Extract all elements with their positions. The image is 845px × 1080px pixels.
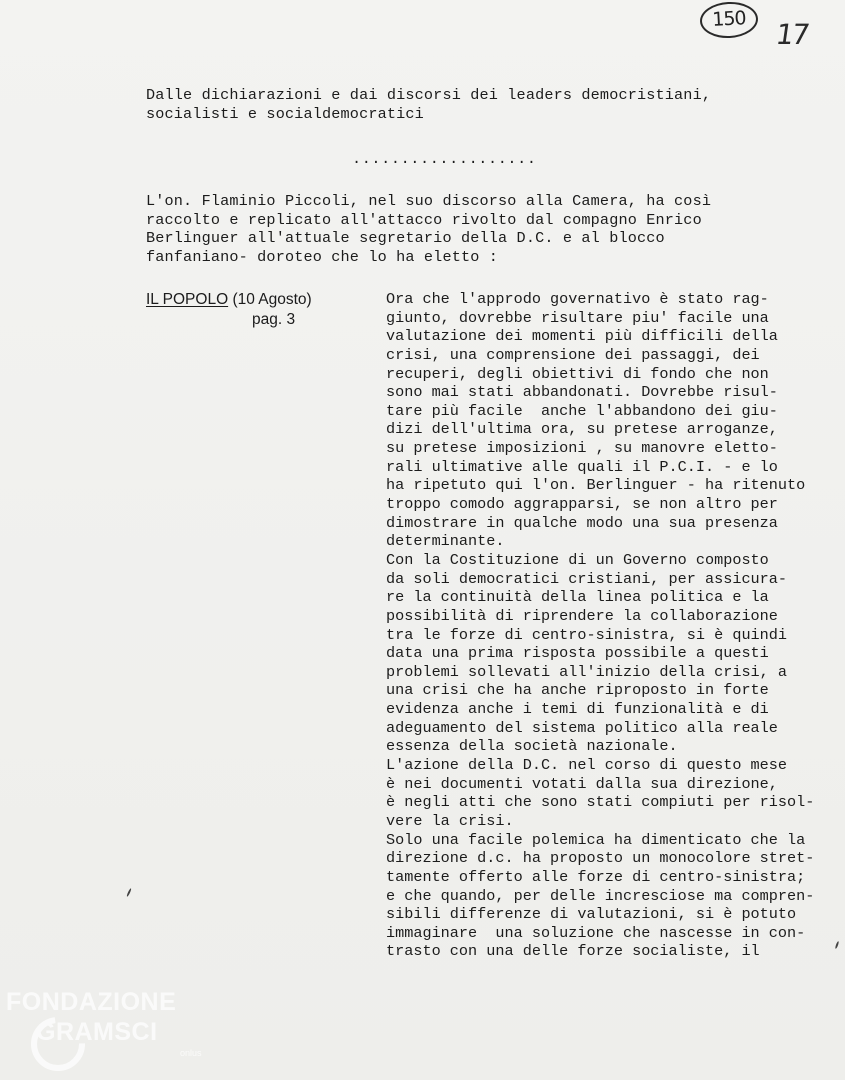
quote-line: una crisi che ha anche riproposto in forte bbox=[386, 681, 769, 700]
quote-line: giunto, dovrebbe risultare piu' facile una bbox=[386, 308, 769, 327]
source-date: (10 Agosto) bbox=[232, 291, 312, 308]
quote-line: data una prima risposta possibile a questi bbox=[386, 644, 769, 663]
quote-line: problemi sollevati all'inizio della crisi, a bbox=[386, 662, 788, 681]
archive-number-circled: 150 bbox=[699, 1, 759, 40]
quote-line: dimostrare in qualche modo una sua presenza bbox=[386, 513, 778, 532]
quote-line: ha ripetuto qui l'on. Berlinguer - ha ritenuto bbox=[386, 476, 806, 495]
watermark-line-2: GRAMSCI bbox=[36, 1018, 158, 1046]
quote-line: da soli democratici cristiani, per assicura- bbox=[386, 569, 788, 588]
watermark-line-1: FONDAZIONE bbox=[6, 988, 177, 1016]
intro-line: raccolto e replicato all'attacco rivolto dal compagno Enrico bbox=[146, 210, 702, 229]
scan-speck bbox=[126, 888, 132, 897]
quote-line: sibili differenze di valutazioni, si è potuto bbox=[386, 905, 797, 924]
quote-line: recuperi, degli obiettivi di fondo che non bbox=[386, 364, 769, 383]
quote-line: L'azione della D.C. nel corso di questo mese bbox=[386, 756, 788, 775]
quoted-speech bbox=[386, 290, 814, 961]
quote-line: sono mai stati abbandonati. Dovrebbe risul- bbox=[386, 383, 778, 402]
quote-line: troppo comodo aggrapparsi, se non altro per bbox=[386, 495, 778, 514]
quote-line: rali ultimative alle quali il P.C.I. - e lo bbox=[386, 457, 778, 476]
quote-line: Ora che l'approdo governativo è stato rag- bbox=[386, 290, 769, 308]
source-page: pag. 3 bbox=[252, 311, 296, 328]
title-line-2: socialisti e socialdemocratici bbox=[146, 104, 424, 123]
quote-line: Solo una facile polemica ha dimenticato che la bbox=[386, 830, 806, 849]
intro-line: Berlinguer all'attuale segretario della D.C. e al blocco bbox=[146, 229, 665, 248]
quote-line: immaginare una soluzione che nascesse in con- bbox=[386, 923, 806, 942]
dotted-separator: ................... bbox=[352, 150, 537, 168]
quote-line: tamente offerto alle forze di centro-sinistra; bbox=[386, 867, 806, 886]
quote-line: direzione d.c. ha proposto un monocolore stret- bbox=[386, 849, 815, 868]
quote-line: vere la crisi. bbox=[386, 811, 514, 830]
quote-line: dizi dell'ultima ora, su pretese arroganze, bbox=[386, 420, 778, 439]
quote-line: Con la Costituzione di un Governo composto bbox=[386, 550, 769, 569]
quote-line: tare più facile anche l'abbandono dei giu- bbox=[386, 401, 778, 420]
quote-line: e che quando, per delle incresciose ma compren- bbox=[386, 886, 815, 905]
quote-line: evidenza anche i temi di funzionalità e di bbox=[386, 700, 769, 719]
quote-line: è negli atti che sono stati compiuti per risol- bbox=[386, 793, 815, 812]
quote-line: tra le forze di centro-sinistra, si è quindi bbox=[386, 625, 788, 644]
quote-line: re la continuità della linea politica e la bbox=[386, 588, 769, 607]
quote-line: su pretese imposizioni , su manovre eletto- bbox=[386, 439, 778, 458]
fondazione-gramsci-watermark bbox=[6, 988, 216, 1072]
intro-paragraph bbox=[146, 192, 711, 266]
scan-speck bbox=[835, 941, 840, 949]
quote-line: adeguamento del sistema politico alla reale bbox=[386, 718, 778, 737]
quote-line: valutazione dei momenti più difficili della bbox=[386, 327, 778, 346]
quote-line: trasto con una delle forze socialiste, il bbox=[386, 942, 760, 961]
quote-line: essenza della società nazionale. bbox=[386, 737, 678, 756]
document-title bbox=[146, 86, 711, 123]
intro-line: fanfaniano- doroteo che lo ha eletto : bbox=[146, 247, 499, 266]
quote-line: possibilità di riprendere la collaborazione bbox=[386, 606, 778, 625]
intro-line: L'on. Flaminio Piccoli, nel suo discorso alla Camera, ha così bbox=[146, 192, 712, 210]
watermark-onlus: onlus bbox=[180, 1048, 202, 1058]
quote-line: determinante. bbox=[386, 532, 505, 551]
title-line-1: Dalle dichiarazioni e dai discorsi dei leaders democristiani, bbox=[146, 86, 712, 104]
quote-line: crisi, una comprensione dei passaggi, dei bbox=[386, 345, 760, 364]
newspaper-name: IL POPOLO bbox=[146, 291, 229, 308]
handwritten-page-number: 17 bbox=[773, 18, 811, 51]
source-citation bbox=[146, 290, 312, 330]
quote-line: è nei documenti votati dalla sua direzione, bbox=[386, 774, 778, 793]
